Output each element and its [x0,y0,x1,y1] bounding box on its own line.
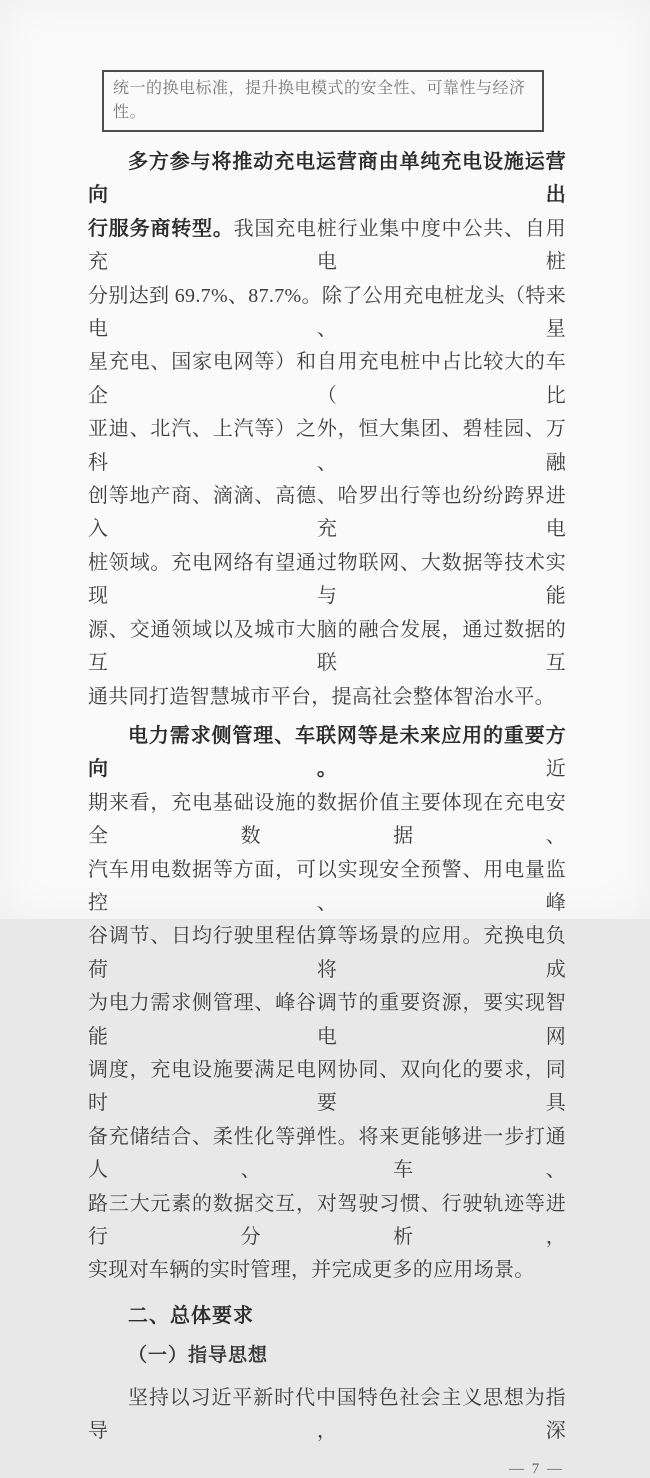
text-segment: 路三大元素的数据交互，对驾驶习惯、行驶轨迹等进行分析， [88,1192,566,1248]
text-segment: 源、交通领域以及城市大脑的融合发展，通过数据的互联互 [88,618,566,675]
text-segment: 谷调节、日均行驶里程估算等场景的应用。充换电负荷将成 [88,925,566,981]
text-line [88,854,566,921]
subsection-heading: （一）指导思想 [128,1344,269,1366]
text-line [88,1382,566,1449]
document-content [88,0,566,1478]
highlighted-text-box [102,70,544,132]
text-segment: 分别达到 69.7%、87.7%。除了公用充电桩龙头（特来电、星 [88,284,566,341]
text-segment: 为电力需求侧管理、峰谷调节的重要资源，要实现智能电网 [88,992,566,1048]
section-heading: 二、总体要求 [128,1304,254,1327]
text-line [88,987,566,1054]
bold-text-segment: 多方参与将推动充电运营商由单纯充电设施运营向出 [88,151,566,207]
text-line [88,614,566,681]
text-line [88,346,566,413]
paragraph-guiding-ideology [88,1382,566,1449]
text-line [88,681,566,714]
text-segment: 近 [545,758,566,781]
text-line [88,280,566,347]
text-segment: 实现对车辆的实时管理，并完成更多的应用场景。 [88,1259,535,1282]
text-line [88,413,566,480]
text-line [88,547,566,614]
text-segment: 桩领域。充电网络有望通过物联网、大数据等技术实现与能 [88,551,566,608]
text-line [88,213,566,280]
text-line [88,720,566,787]
text-line [88,1054,566,1121]
text-line [88,146,566,213]
text-segment: 我国充电桩行业集中度中公共、自用充电桩 [88,217,566,274]
text-segment: 备充储结合、柔性化等弹性。将来更能够进一步打通人、车、 [88,1125,566,1182]
text-segment: 汽车用电数据等方面，可以实现安全预警、用电量监控、峰 [88,858,566,914]
text-line [88,1121,566,1188]
paragraph-charging-operators [88,146,566,714]
page-number: — 7 — [509,1460,564,1477]
text-line [88,787,566,854]
bold-text-segment: 行服务商转型。 [88,217,234,240]
text-line [88,480,566,547]
highlight-box-text: 统一的换电标准，提升换电模式的安全性、可靠性与经济性。 [113,80,526,121]
bold-text-segment: 电力需求侧管理、车联网等是未来应用的重要方向。 [88,724,566,781]
text-line [88,920,566,987]
text-line [88,1188,566,1255]
text-segment: 亚迪、北汽、上汽等）之外，恒大集团、碧桂园、万科、融 [88,418,566,474]
paragraph-demand-side-management [88,720,566,1288]
text-segment: 通共同打造智慧城市平台，提高社会整体智治水平。 [88,685,555,708]
text-line [88,1254,566,1287]
text-segment: 创等地产商、滴滴、高德、哈罗出行等也纷纷跨界进入充电 [88,485,566,541]
text-segment: 期来看，充电基础设施的数据价值主要体现在充电安全数据、 [88,791,566,848]
text-segment: 星充电、国家电网等）和自用充电桩中占比较大的车企（比 [88,351,566,407]
text-segment: 坚持以习近平新时代中国特色社会主义思想为指导，深 [88,1386,566,1443]
text-segment: 调度，充电设施要满足电网协同、双向化的要求，同时要具 [88,1058,566,1115]
